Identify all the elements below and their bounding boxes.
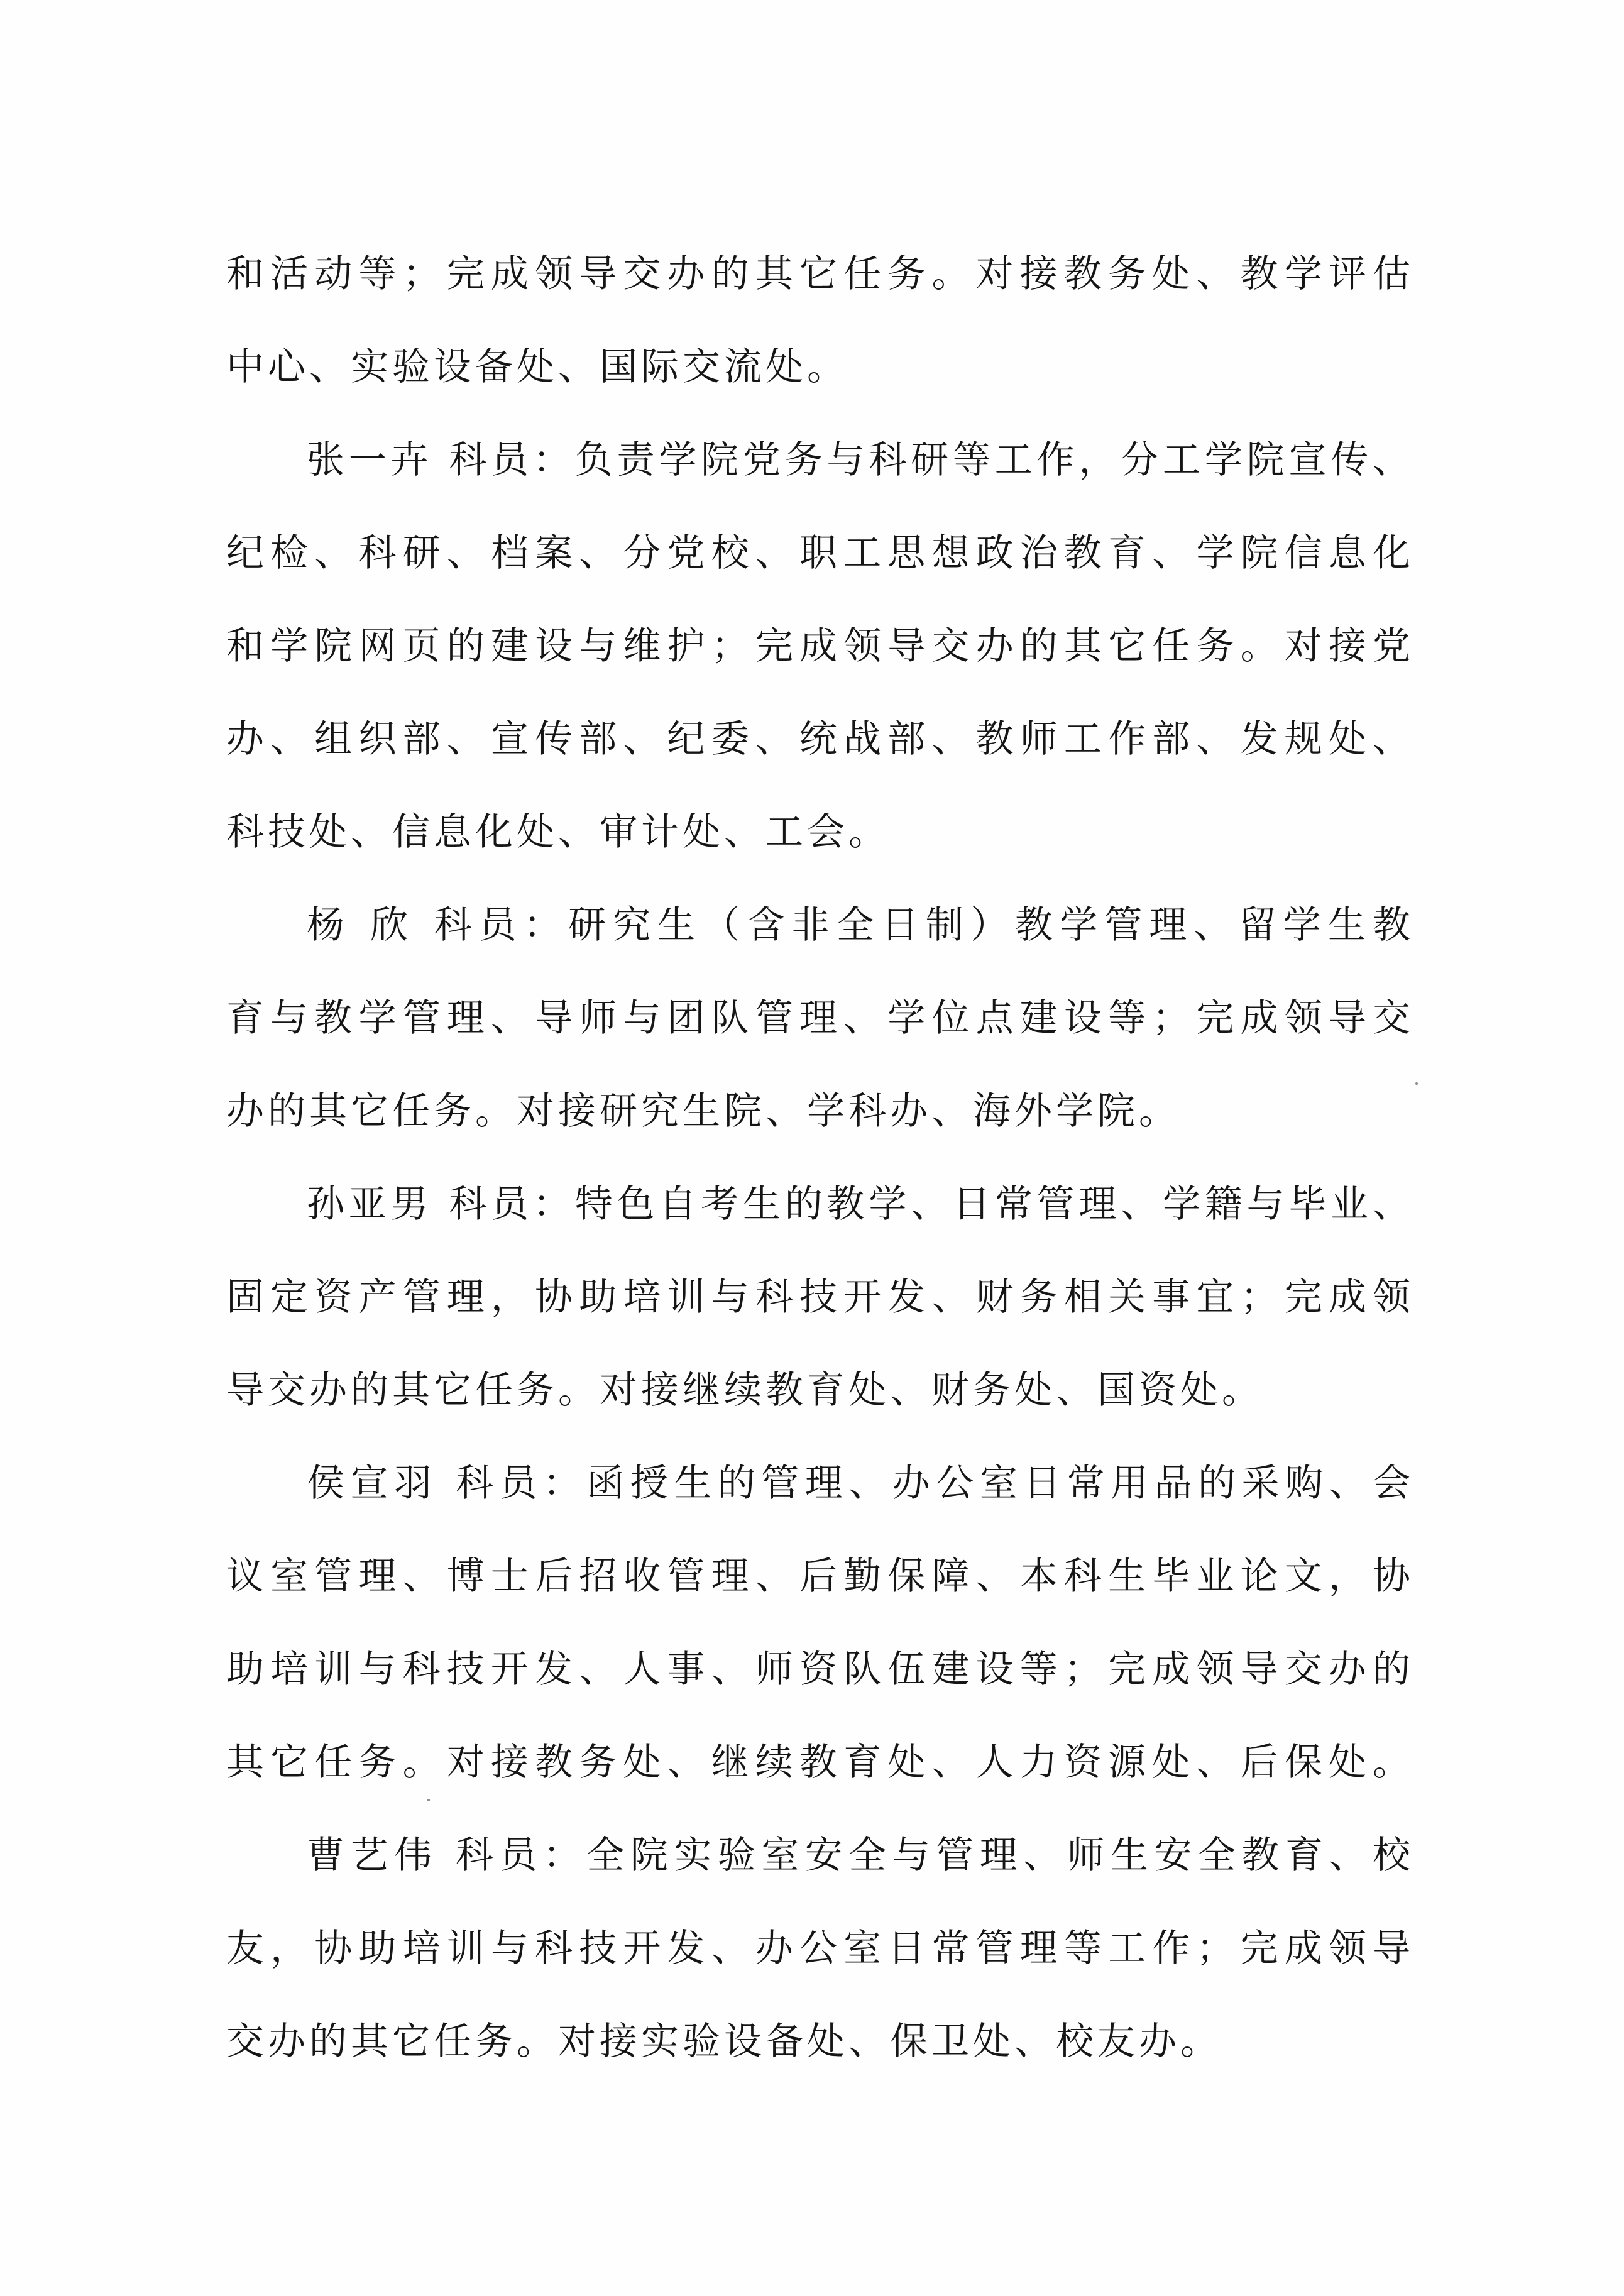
paragraph-line: 纪检、科研、档案、分党校、职工思想政治教育、学院信息化 [226, 531, 1414, 575]
paragraph-line: 侯宣羽 科员：函授生的管理、办公室日常用品的采购、会 [307, 1461, 1414, 1505]
paragraph-line: 其它任务。对接教务处、继续教育处、人力资源处、后保处。 [226, 1740, 1414, 1784]
paragraph-line: 杨 欣 科员：研究生（含非全日制）教学管理、留学生教 [307, 903, 1414, 947]
paragraph-line: 办、组织部、宣传部、纪委、统战部、教师工作部、发规处、 [226, 717, 1414, 761]
scan-speck [427, 1799, 430, 1801]
paragraph-line: 曹艺伟 科员：全院实验室安全与管理、师生安全教育、校 [307, 1833, 1414, 1877]
paragraph-line: 育与教学管理、导师与团队管理、学位点建设等；完成领导交 [226, 996, 1414, 1040]
paragraph-line: 交办的其它任务。对接实验设备处、保卫处、校友办。 [226, 2019, 1222, 2063]
paragraph-line: 导交办的其它任务。对接继续教育处、财务处、国资处。 [226, 1368, 1263, 1412]
paragraph-line: 办的其它任务。对接研究生院、学科办、海外学院。 [226, 1089, 1180, 1133]
paragraph-line: 科技处、信息化处、审计处、工会。 [226, 810, 890, 854]
paragraph-line: 固定资产管理，协助培训与科技开发、财务相关事宜；完成领 [226, 1275, 1414, 1319]
document-body [226, 228, 1414, 2088]
paragraph-line: 和活动等；完成领导交办的其它任务。对接教务处、教学评估 [226, 252, 1414, 296]
paragraph-line: 助培训与科技开发、人事、师资队伍建设等；完成领导交办的 [226, 1647, 1414, 1691]
paragraph-line: 中心、实验设备处、国际交流处。 [226, 345, 848, 389]
paragraph-line: 孙亚男 科员：特色自考生的教学、日常管理、学籍与毕业、 [307, 1182, 1414, 1226]
scan-speck [1415, 1082, 1418, 1085]
paragraph-line: 友，协助培训与科技开发、办公室日常管理等工作；完成领导 [226, 1926, 1414, 1970]
paragraph-line: 和学院网页的建设与维护；完成领导交办的其它任务。对接党 [226, 624, 1414, 668]
paragraph-line: 议室管理、博士后招收管理、后勤保障、本科生毕业论文，协 [226, 1554, 1414, 1598]
paragraph-line: 张一卉 科员：负责学院党务与科研等工作，分工学院宣传、 [307, 438, 1414, 482]
